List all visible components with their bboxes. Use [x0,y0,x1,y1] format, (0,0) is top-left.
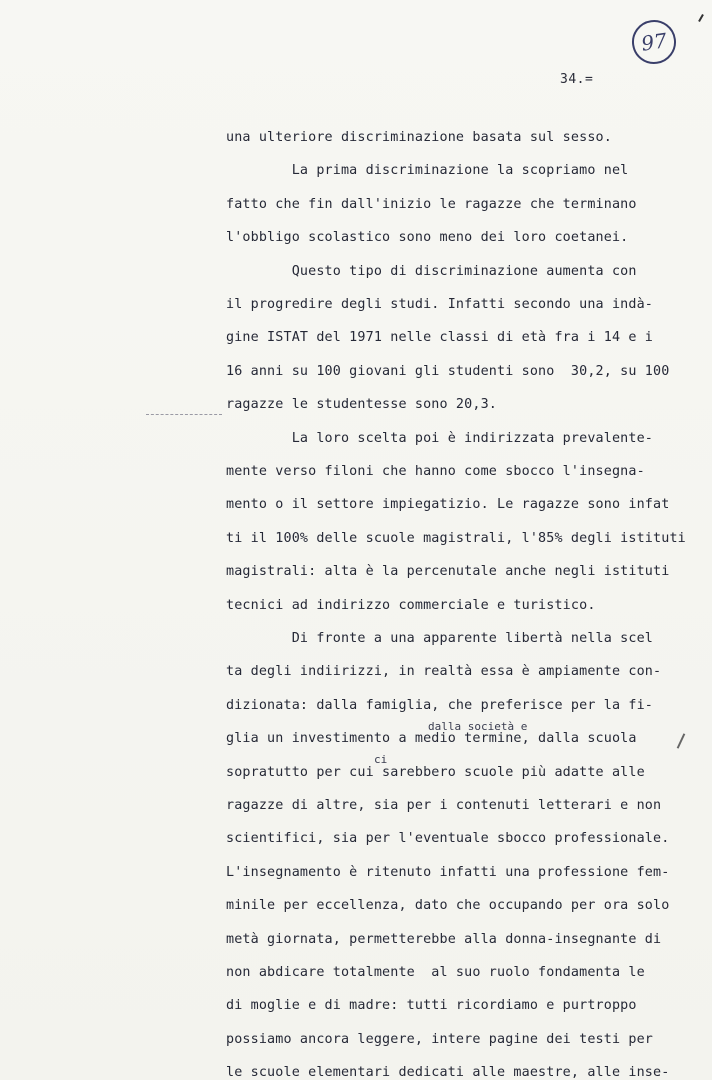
page-number: 34.= [560,72,594,87]
text-line: gine ISTAT del 1971 nelle classi di età fra i 14 e i [226,330,654,345]
margin-scratch-mark [677,733,686,748]
text-line: possiamo ancora leggere, intere pagine dei testi per [226,1032,654,1047]
interlinear-insertion-ci: ci [374,753,388,766]
text-line: 16 anni su 100 giovani gli studenti sono 30,2, su 100 [226,364,670,379]
text-line: ragazze di altre, sia per i contenuti letterari e non [226,798,662,813]
interlinear-insertion: dalla società e [428,720,528,733]
text-line: ragazze le studentesse sono 20,3. [226,397,497,412]
text-line: minile per eccellenza, dato che occupando per ora solo [226,898,670,913]
text-line: Di fronte a una apparente libertà nella scel [226,631,654,646]
text-line: una ulteriore discriminazione basata sul sesso. [226,130,612,145]
text-line: Questo tipo di discriminazione aumenta con [226,264,637,279]
text-line: La loro scelta poi è indirizzata prevalente- [226,431,654,446]
margin-dashed-line [146,414,222,415]
text-line: dizionata: dalla famiglia, che preferisce per la fi- [226,698,654,713]
text-line: La prima discriminazione la scopriamo nel [226,163,629,178]
text-line: le scuole elementari dedicati alle maestre, alle inse- [226,1065,670,1080]
text-line: il progredire degli studi. Infatti secondo una indà- [226,297,654,312]
text-line: mente verso filoni che hanno come sbocco l'insegna- [226,464,645,479]
text-line: fatto che fin dall'inizio le ragazze che terminano [226,197,637,212]
text-line: scientifici, sia per l'eventuale sbocco professionale. [226,831,670,846]
text-line: mento o il settore impiegatizio. Le ragazze sono infat [226,497,670,512]
text-line: sopratutto per cui sarebbero scuole più adatte alle [226,765,645,780]
text-line: glia un investimento a medio termine, dalla scuola [226,731,637,746]
text-line: ti il 100% delle scuole magistrali, l'85% degli istituti [226,531,686,546]
text-line: metà giornata, permetterebbe alla donna-insegnante di [226,932,662,947]
text-line: magistrali: alta è la percenutale anche negli istituti [226,564,670,579]
text-line: l'obbligo scolastico sono meno dei loro coetanei. [226,230,629,245]
text-line: ta degli indiirizzi, in realtà essa è ampiamente con- [226,664,662,679]
text-line: L'insegnamento è ritenuto infatti una professione fem- [226,865,670,880]
text-line: non abdicare totalmente al suo ruolo fondamenta le [226,965,645,980]
margin-tick-mark [698,14,704,22]
text-line: di moglie e di madre: tutti ricordiamo e purtroppo [226,998,637,1013]
text-line: tecnici ad indirizzo commerciale e turistico. [226,598,596,613]
circled-page-stamp: 97 [629,17,679,67]
